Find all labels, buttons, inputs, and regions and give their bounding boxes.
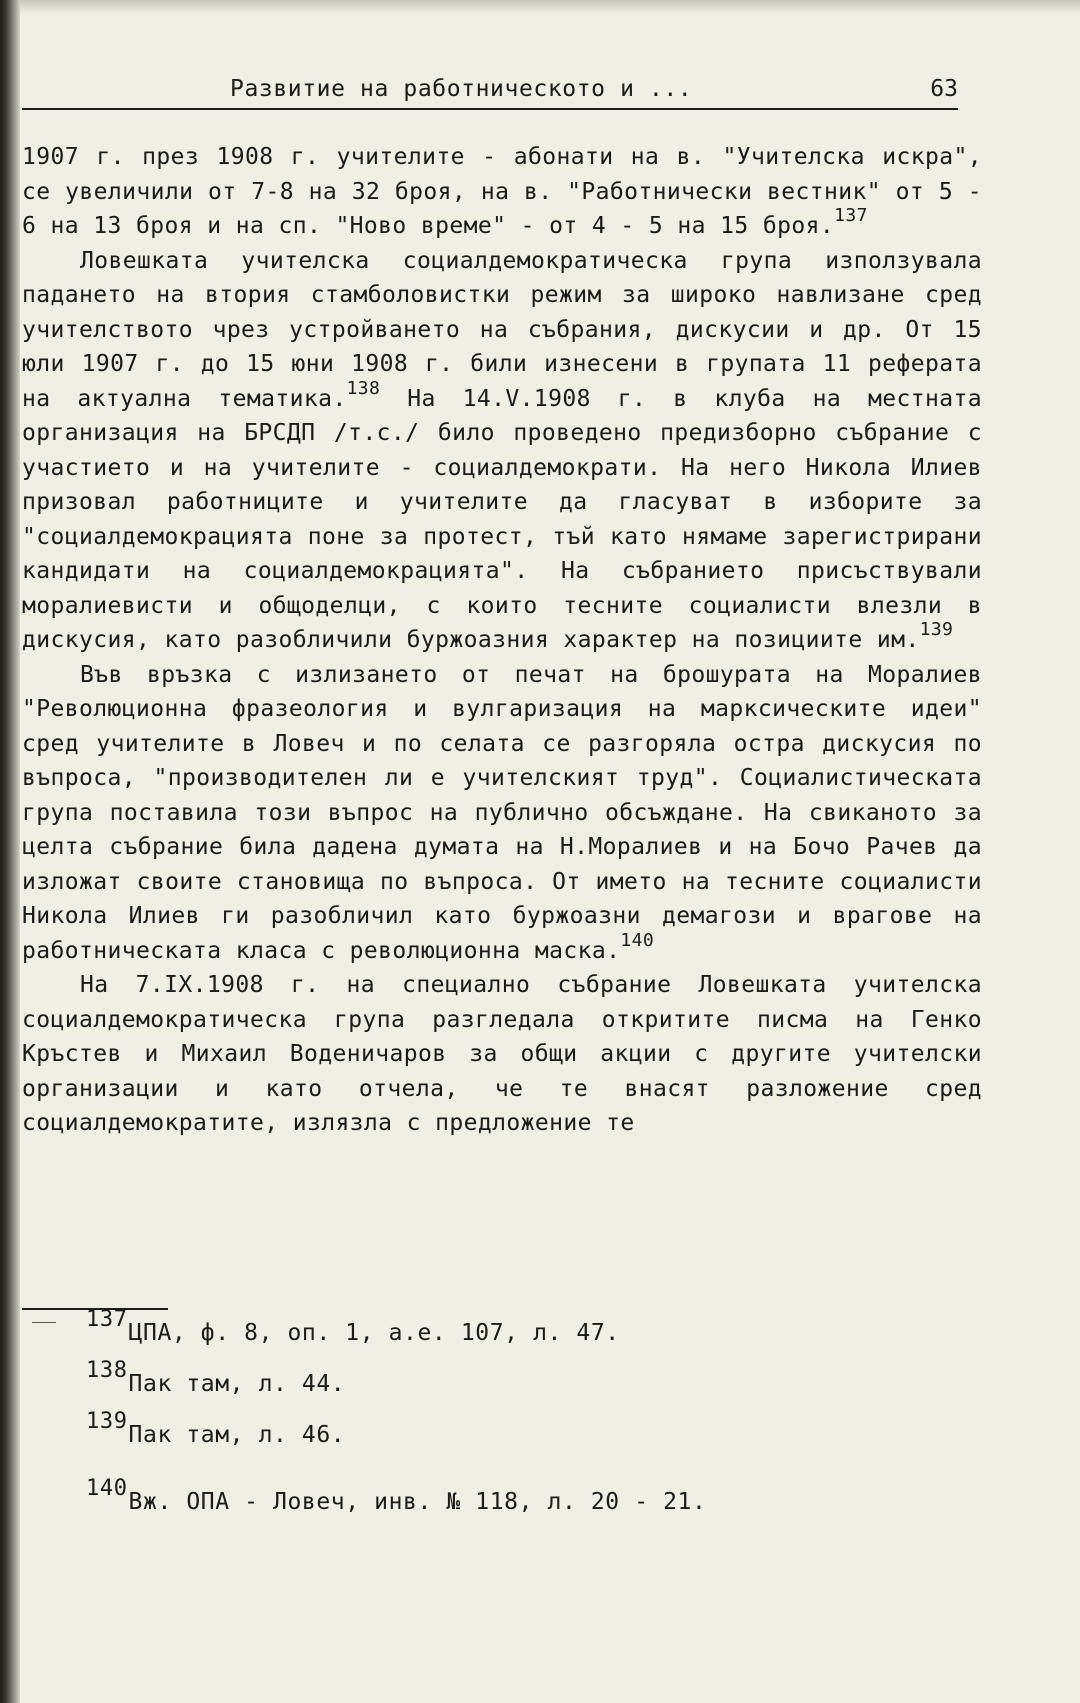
footnote-ref-138: 138 xyxy=(346,377,381,399)
footnote-139 xyxy=(86,1409,346,1448)
footnote-number: 140 xyxy=(86,1476,128,1501)
paragraph-1 xyxy=(22,140,982,244)
running-title: Развитие на работническото и ... xyxy=(230,76,693,102)
footnote-text: Пак там, л. 46. xyxy=(128,1422,346,1448)
paragraph-4-text: На 7.IX.1908 г. на специално събрание Ловешката учителска социалдемократическа група разгледала откритите писма на Генко Кръстев и Михаил Воденичаров за общи акции с другите учителски организации и като отчела, че те внасят разложение сред социалдемократите, излязла с предложение те xyxy=(22,972,982,1136)
paragraph-2 xyxy=(22,244,982,658)
footnote-number: 137 xyxy=(86,1307,128,1332)
footnote-number: 139 xyxy=(86,1409,128,1434)
footnote-text: Вж. ОПА - Ловеч, инв. № 118, л. 20 - 21. xyxy=(128,1489,707,1515)
book-spine-shadow xyxy=(0,0,20,1703)
footnote-ref-137: 137 xyxy=(834,205,868,226)
paragraph-2-text-a: Ловешката учителска социалдемократическа група използувала падането на втория стамболовистки режим за широко навлизане сред учителството чрез устройването на събрания, дискусии и др. От 15 юли 1907 г. до 15 юни 1908 г. били изнесени в групата 11 реферата на актуална тематика. xyxy=(22,247,982,412)
paragraph-3 xyxy=(22,658,982,969)
footnote-text: ЦПА, ф. 8, оп. 1, а.е. 107, л. 47. xyxy=(128,1320,620,1346)
paragraph-4 xyxy=(22,968,982,1141)
footnote-137 xyxy=(86,1307,620,1346)
paragraph-2-text-b: На 14.V.1908 г. в клуба на местната организация на БРСДП /т.с./ било проведено предизборно събрание с участието и на учителите - социалдемократи. На него Никола Илиев призовал работниците и учителите да гласуват в изборите за "социалдемокрацията поне за протест, тъй като нямаме зарегистрирани кандидати на социалдемокрацията". На събранието присъствували моралиевисти и общоделци, с които тесните социалисти влезли в дискусия, като разобличили буржоазния характер на позициите им. xyxy=(22,385,982,653)
footnote-margin-mark xyxy=(32,1322,56,1323)
paragraph-1-text: 1907 г. през 1908 г. учителите - абонати на в. "Учителска искра", се увеличили от 7-8 на 32 броя, на в. "Работнически вестник" от 5 - 6 на 13 броя и на сп. "Ново време" - от 4 - 5 на 15 броя. xyxy=(22,144,982,239)
footnote-140 xyxy=(86,1476,707,1515)
main-text xyxy=(22,140,982,1141)
paragraph-3-text: Във връзка с излизането от печат на брошурата на Моралиев "Революционна фразеология и вулгаризация на марксическите идеи" сред учителите в Ловеч и по селата се разгоряла остра дискусия по въпроса, "производителен ли е учителският труд". Социалистическата група поставила този въпрос на публично обсъждане. На свиканото за целта събрание била дадена думата на Н.Моралиев и на Бочо Рачев да изложат своите становища по въпроса. От името на тесните социалисти Никола Илиев ги разобличил като буржоазни демагози и врагове на работническата класа с революционна маска. xyxy=(22,661,982,964)
page-header xyxy=(22,72,958,110)
page-top-shading xyxy=(20,0,1080,14)
footnote-ref-140: 140 xyxy=(620,929,655,951)
page-number: 63 xyxy=(930,76,958,102)
footnote-138 xyxy=(86,1358,346,1397)
footnote-text: Пак там, л. 44. xyxy=(128,1371,346,1397)
footnote-ref-139: 139 xyxy=(919,619,954,640)
footnote-number: 138 xyxy=(86,1358,128,1383)
